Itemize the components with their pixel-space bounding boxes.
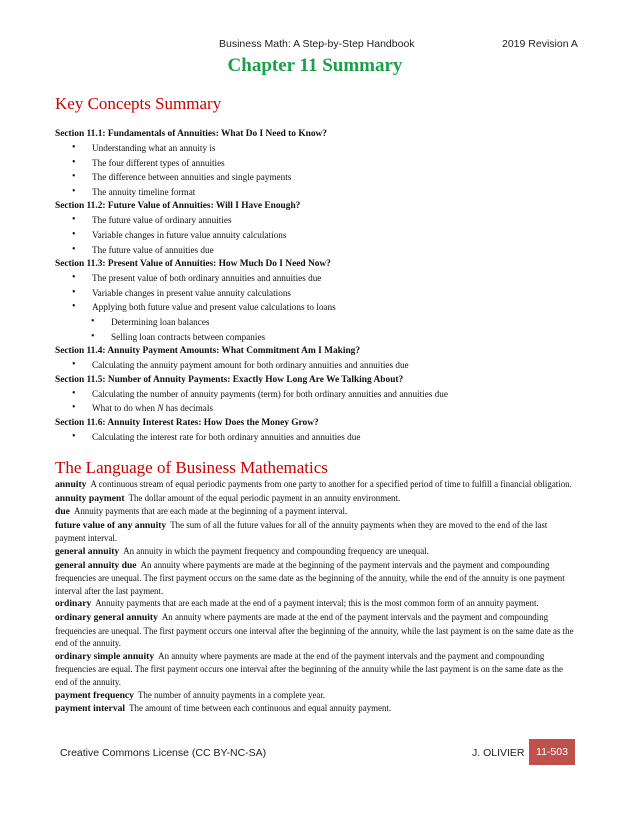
glossary-term: general annuity xyxy=(55,545,120,557)
glossary-term: future value of any annuity xyxy=(55,519,167,531)
list-item-text: What to do when xyxy=(92,403,158,414)
glossary-definition: An annuity where payments are made at the end of the payment intervals and the payment and compounding frequencies are unequal. The first payment occurs one interval after the beginning of the annuity, while the last payment is on the same date as the end of the annuity. xyxy=(55,611,574,649)
glossary-term: ordinary general annuity xyxy=(55,611,158,623)
list-item: • The annuity timeline format xyxy=(55,185,575,200)
glossary-definition: A continuous stream of equal periodic payments from one party to another for a specified period of time to fulfill a financial obligation. xyxy=(90,479,572,489)
glossary-definition: Annuity payments that are each made at the beginning of a payment interval. xyxy=(73,506,348,517)
glossary-term: ordinary simple annuity xyxy=(55,650,155,662)
glossary-entry xyxy=(55,478,575,492)
running-header-title: Business Math: A Step-by-Step Handbook xyxy=(219,38,415,50)
list-item xyxy=(55,401,575,416)
variable-n: N xyxy=(157,403,164,414)
section-heading: Section 11.6: Annuity Interest Rates: How Does the Money Grow? xyxy=(55,417,319,428)
glossary-entry xyxy=(55,611,575,650)
list-item: • Calculating the number of annuity payments (term) for both ordinary annuities and annuities due xyxy=(55,387,575,402)
glossary-definition: An annuity in which the payment frequency and compounding frequency are unequal. xyxy=(123,545,429,556)
glossary-entry xyxy=(55,559,575,598)
key-concepts-list xyxy=(55,127,575,445)
section-heading: Section 11.2: Future Value of Annuities: Will I Have Enough? xyxy=(55,201,301,212)
glossary-definition: The number of annuity payments in a complete year. xyxy=(137,689,326,700)
sub-list-item: • Determining loan balances xyxy=(55,315,575,330)
list-item: • The present value of both ordinary annuities and annuities due xyxy=(55,271,575,286)
section-heading: Section 11.3: Present Value of Annuities: How Much Do I Need Now? xyxy=(55,259,331,270)
list-item: • The difference between annuities and single payments xyxy=(55,170,575,185)
list-item: • The future value of ordinary annuities xyxy=(55,213,575,228)
glossary-term: ordinary xyxy=(55,598,92,610)
key-concepts-heading: Key Concepts Summary xyxy=(55,94,222,113)
glossary xyxy=(55,478,575,716)
glossary-definition: An annuity where payments are made at the beginning of the payment intervals and the payment and compounding frequencies are unequal. The first payment occurs on the same date as the beginning of the annuity, while the end of the annuity is one payment interval after the last payment. xyxy=(55,559,565,596)
list-item: • The four different types of annuities xyxy=(55,156,575,171)
section-heading: Section 11.1: Fundamentals of Annuities: What Do I Need to Know? xyxy=(55,129,327,139)
chapter-title: Chapter 11 Summary xyxy=(227,55,403,76)
sub-list-item: • Selling loan contracts between companies xyxy=(55,330,575,345)
glossary-definition: Annuity payments that are each made at the end of a payment interval; this is the most common form of an annuity payment. xyxy=(95,598,539,609)
glossary-term: general annuity due xyxy=(55,559,137,571)
footer-author: J. OLIVIER xyxy=(472,747,525,759)
glossary-definition: An annuity where payments are made at the end of the payment intervals and the payment and compounding frequencies are equal. The first payment occurs one interval after the beginning of the annuity while the last payment is on the same date as the end of the annuity. xyxy=(55,650,563,687)
section-heading: Section 11.4: Annuity Payment Amounts: What Commitment Am I Making? xyxy=(55,346,361,357)
language-heading: The Language of Business Mathematics xyxy=(55,458,328,477)
glossary-entry xyxy=(55,689,575,703)
list-item: • Variable changes in present value annuity calculations xyxy=(55,286,575,301)
glossary-term: due xyxy=(55,506,70,518)
glossary-entry xyxy=(55,545,575,559)
list-item: • Applying both future value and present value calculations to loans xyxy=(55,300,575,315)
glossary-definition: The sum of all the future values for all of the annuity payments when they are moved to the end of the last payment interval. xyxy=(55,519,548,544)
list-item: • Understanding what an annuity is xyxy=(55,141,575,156)
footer-license: Creative Commons License (CC BY-NC-SA) xyxy=(60,747,267,759)
glossary-term: payment frequency xyxy=(55,689,134,701)
glossary-entry xyxy=(55,519,575,545)
running-header-revision: 2019 Revision A xyxy=(502,38,578,50)
page-number-badge: 11-503 xyxy=(529,739,575,765)
glossary-entry xyxy=(55,650,575,689)
glossary-term: annuity xyxy=(55,479,87,490)
glossary-entry xyxy=(55,505,575,519)
glossary-entry xyxy=(55,492,575,506)
list-item: • Calculating the annuity payment amount for both ordinary annuities and annuities due xyxy=(55,358,575,373)
glossary-definition: The dollar amount of the equal periodic payment in an annuity environment. xyxy=(128,492,401,503)
glossary-entry xyxy=(55,597,575,611)
section-heading: Section 11.5: Number of Annuity Payments: Exactly How Long Are We Talking About? xyxy=(55,374,404,385)
list-item: • Calculating the interest rate for both ordinary annuities and annuities due xyxy=(55,430,575,445)
glossary-term: annuity payment xyxy=(55,492,125,504)
glossary-definition: The amount of time between each continuous and equal annuity payment. xyxy=(129,703,392,714)
list-item-text: has decimals xyxy=(163,403,213,414)
glossary-term: payment interval xyxy=(55,703,126,715)
glossary-entry xyxy=(55,702,575,716)
list-item: • The future value of annuities due xyxy=(55,243,575,258)
list-item: • Variable changes in future value annuity calculations xyxy=(55,228,575,243)
